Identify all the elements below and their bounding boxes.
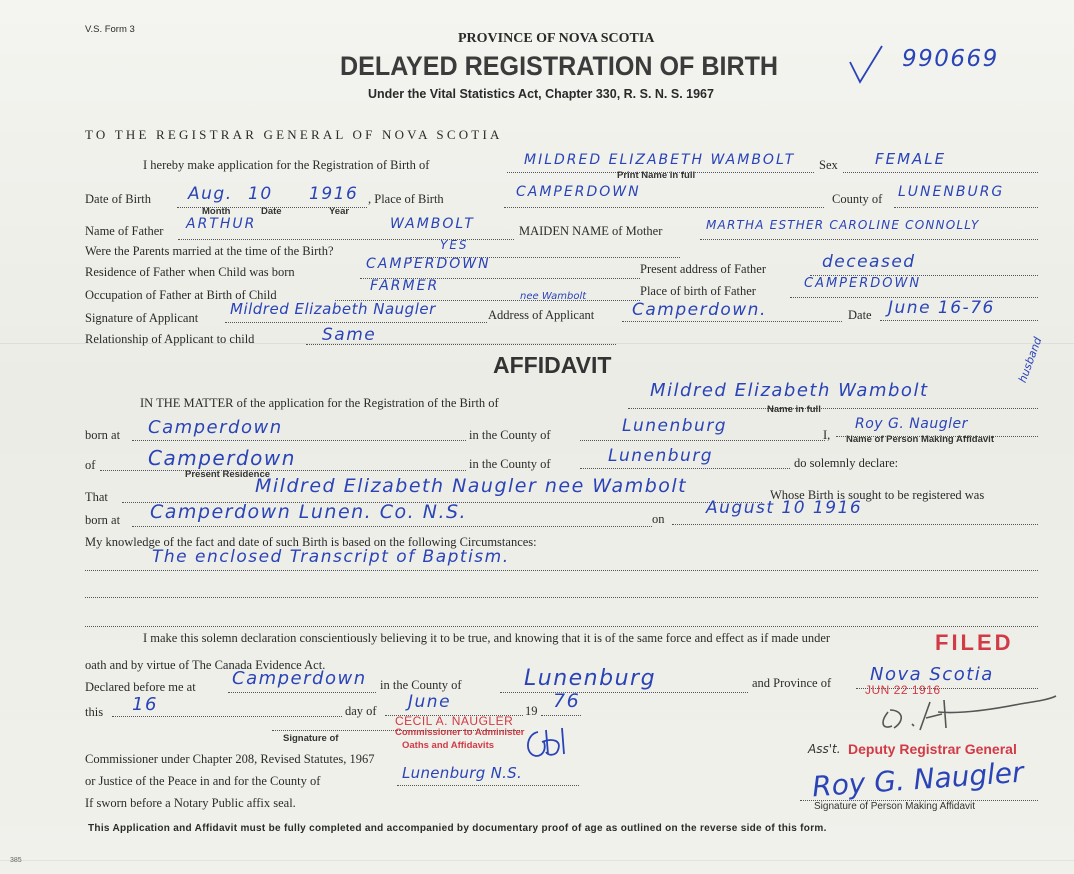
year-caption: Year bbox=[329, 206, 350, 217]
month-field: June bbox=[408, 692, 452, 712]
month-caption: Month bbox=[202, 206, 231, 217]
declaration-line-2: oath and by virtue of The Canada Evidence Act. bbox=[85, 658, 326, 672]
justice-county-field: Lunenburg N.S. bbox=[402, 764, 523, 782]
asst-note: Ass't. bbox=[808, 742, 841, 756]
dotted-rule bbox=[132, 526, 652, 527]
relationship-field: Same bbox=[322, 325, 377, 345]
county-label: in the County of bbox=[469, 457, 551, 471]
affiant-name-field: Roy G. Naugler bbox=[855, 416, 968, 432]
born-at-field: Camperdown bbox=[148, 417, 283, 438]
county3-field: Lunenburg bbox=[524, 666, 657, 691]
to-registrar: TO THE REGISTRAR GENERAL OF NOVA SCOTIA bbox=[85, 127, 503, 142]
dotted-rule bbox=[500, 692, 748, 693]
residence-field: Camperdown bbox=[148, 446, 296, 470]
present-address-field: deceased bbox=[822, 252, 916, 272]
place-of-birth-field: CAMPERDOWN bbox=[516, 184, 641, 200]
that-label: That bbox=[85, 490, 108, 504]
circumstances-field: The enclosed Transcript of Baptism. bbox=[152, 547, 510, 567]
dotted-rule bbox=[85, 597, 1038, 598]
filed-date-stamp: JUN 22 1916 bbox=[865, 683, 941, 697]
county1-field: Lunenburg bbox=[622, 416, 728, 436]
born-at2-label: born at bbox=[85, 513, 121, 527]
applicant-signature: Mildred Elizabeth Naugler bbox=[230, 300, 436, 318]
county3-label: in the County of bbox=[380, 678, 462, 692]
registrar-signature-mark bbox=[860, 690, 1060, 740]
father-last-field: WAMBOLT bbox=[390, 216, 475, 232]
whose-birth-label: Whose Birth is sought to be registered was bbox=[770, 488, 985, 502]
name-full-caption: Name in full bbox=[767, 404, 821, 415]
print-name-caption: Print Name in full bbox=[617, 170, 696, 181]
date-label: Date bbox=[848, 308, 872, 322]
declaration-line-1: I make this solemn declaration conscientiously believing it to be true, and knowing that it is of the same force and effect as if made under bbox=[143, 631, 831, 645]
province-field: Nova Scotia bbox=[870, 664, 994, 685]
born-at-label: born at bbox=[85, 428, 121, 442]
year-prefix: 19 bbox=[525, 704, 538, 718]
dotted-rule bbox=[112, 716, 342, 717]
signature-of-caption: Signature of bbox=[283, 733, 339, 744]
day-field: 16 bbox=[132, 694, 158, 715]
fold-line bbox=[0, 860, 1074, 861]
dotted-rule bbox=[100, 470, 466, 471]
dotted-rule bbox=[880, 320, 1038, 321]
county-label: in the County of bbox=[469, 428, 551, 442]
nee-note: nee Wambolt bbox=[520, 291, 587, 302]
date-field: June 16-76 bbox=[888, 298, 995, 318]
married-field: YES bbox=[440, 238, 469, 252]
commissioner-label: Commissioner under Chapter 208, Revised Statutes, 1967 bbox=[85, 752, 375, 766]
dotted-rule bbox=[622, 321, 842, 322]
mother-field: MARTHA ESTHER CAROLINE CONNOLLY bbox=[706, 218, 980, 232]
sex-label: Sex bbox=[819, 158, 838, 172]
commissioner-stamp-role2: Oaths and Affidavits bbox=[402, 740, 495, 751]
address-label: Address of Applicant bbox=[488, 308, 595, 322]
dotted-rule bbox=[628, 408, 1038, 409]
dotted-rule bbox=[85, 570, 1038, 571]
born-on-field: August 10 1916 bbox=[706, 498, 863, 518]
print-code: 385 bbox=[10, 857, 22, 864]
page-title: DELAYED REGISTRATION OF BIRTH bbox=[340, 51, 779, 81]
dotted-rule bbox=[228, 692, 376, 693]
province-header: PROVINCE OF NOVA SCOTIA bbox=[458, 31, 655, 46]
dotted-rule bbox=[132, 440, 466, 441]
dotted-rule bbox=[541, 715, 581, 716]
justice-label: or Justice of the Peace in and for the County of bbox=[85, 774, 321, 788]
day-of-label: day of bbox=[345, 704, 377, 718]
dob-date-field: 10 bbox=[248, 184, 273, 204]
year-field: 76 bbox=[553, 690, 581, 712]
dotted-rule bbox=[700, 239, 1038, 240]
occupation-field: FARMER bbox=[370, 278, 440, 294]
form-number: V.S. Form 3 bbox=[85, 24, 135, 35]
notary-label: If sworn before a Notary Public affix seal. bbox=[85, 796, 296, 810]
footer-note: This Application and Affidavit must be fully completed and accompanied by documentary proof of age as outlined on the reverse side of this form. bbox=[88, 823, 827, 834]
married-label: Were the Parents married at the time of the Birth? bbox=[85, 244, 334, 258]
county2-field: Lunenburg bbox=[608, 446, 714, 466]
person-making-caption: Signature of Person Making Affidavit bbox=[814, 801, 976, 812]
place-birth-father-field: CAMPERDOWN bbox=[804, 276, 922, 291]
dotted-rule bbox=[306, 344, 616, 345]
affidavit-heading: AFFIDAVIT bbox=[493, 352, 612, 378]
matter-label: IN THE MATTER of the application for the Registration of the Birth of bbox=[140, 396, 499, 410]
present-address-label: Present address of Father bbox=[640, 262, 767, 276]
relationship-label: Relationship of Applicant to child bbox=[85, 332, 255, 346]
husband-note: husband bbox=[1016, 335, 1045, 385]
commissioner-stamp-name: CECIL A. NAUGLER bbox=[395, 714, 514, 728]
father-label: Name of Father bbox=[85, 224, 164, 238]
dotted-rule bbox=[272, 730, 522, 731]
address-field: Camperdown. bbox=[632, 300, 767, 320]
place-birth-father-label: Place of birth of Father bbox=[640, 284, 756, 298]
dob-year-field: 1916 bbox=[309, 184, 359, 204]
dotted-rule bbox=[504, 207, 824, 208]
place-birth-label: , Place of Birth bbox=[368, 192, 444, 206]
province-label: and Province of bbox=[752, 676, 832, 690]
dotted-rule bbox=[894, 207, 1038, 208]
signature-label: Signature of Applicant bbox=[85, 311, 199, 325]
knowledge-label: My knowledge of the fact and date of such Birth is based on the following Circumstances: bbox=[85, 535, 537, 549]
document-page: V.S. Form 3 PROVINCE OF NOVA SCOTIA DELAYED REGISTRATION OF BIRTH Under the Vital Statistics Act, Chapter 330, R. S. N. S. 1967 990669 TO THE REGISTRAR GENERAL OF NOVA SCOTIA I hereby make application for the Registration of Birth of MILDRED ELIZABETH WAMBOLT Print Name in full Sex FEMALE Date of Birth Aug. 10 1916 Month Date Year , Place of Birth CAMPERDOWN County of LUNENBURG Name of Father ARTHUR WAMBOLT MAIDEN NAME of Mother MARTHA ESTHER CAROLINE CONNOLLY Were the Parents married at the time of the Birth? YES Residence of Father when Child was born CAMPERDOWN Present address of Father deceased Occupation of Father at Birth of Child FARMER Place of birth of Father CAMPERDOWN Signature of Applicant Mildred Elizabeth Naugler nee Wambolt Address of Applicant Camperdown. Date June 16-76 Relationship of Applicant to child Same AFFIDAVIT IN THE MATTER of the application for the Registration of the Birth of Mildred Elizabeth Wambolt Name in full born at Camperdown in the County of Lunenburg I, Roy G. Naugler husband Name of Person Making Affidavit of Camperdown Present Residence in the County of Lunenburg do solemnly declare: That Mildred Elizabeth Naugler nee Wambolt Whose Birth is sought to be registered was born at Camperdown Lunen. Co. N.S. on August 10 1916 My knowledge of the fact and date of such Birth is based on the following Circumstances: The enclosed Transcript of Baptism. I make this solemn declaration conscientiously believing it to be true, and knowing that it is of the same force and effect as if made under oath and by virtue of The Canada Evidence Act. Declared before me at Camperdown in the County of Lunenburg and Province of Nova Scotia this 16 day of June 19 76 CECIL A. NAUGLER Commissioner to Administer Oaths and Affidavits Signature of Commissioner under Chapter 208, Revised Statutes, 1967 or Justice of the Peace in and for the County of Lunenburg N.S. If sworn before a Notary Public affix seal. FILED JUN 22 1916 Deputy Registrar General Ass't. Roy G. Naugler Signature of Person Making Affidavit This Application and Affidavit must be fully completed and accompanied by documentary proof of age as outlined on the reverse side of this form. 385 bbox=[0, 0, 1074, 874]
on-label: on bbox=[652, 512, 665, 526]
dob-month-field: Aug. bbox=[188, 184, 233, 204]
dotted-rule bbox=[843, 172, 1038, 173]
checkmark-icon bbox=[846, 44, 886, 88]
born-at2-field: Camperdown Lunen. Co. N.S. bbox=[150, 501, 468, 523]
occupation-label: Occupation of Father at Birth of Child bbox=[85, 288, 277, 302]
dotted-rule bbox=[580, 440, 825, 441]
i-label: I, bbox=[823, 428, 831, 442]
dotted-rule bbox=[225, 322, 487, 323]
county-label: County of bbox=[832, 192, 883, 206]
person-affidavit-caption: Name of Person Making Affidavit bbox=[846, 434, 994, 445]
declared-label: Declared before me at bbox=[85, 680, 196, 694]
dotted-rule bbox=[672, 524, 1038, 525]
residence-father-label: Residence of Father when Child was born bbox=[85, 265, 295, 279]
commissioner-initials bbox=[518, 724, 578, 764]
present-residence-caption: Present Residence bbox=[185, 469, 271, 480]
affidavit-name-field: Mildred Elizabeth Wambolt bbox=[650, 380, 929, 401]
dotted-rule bbox=[85, 626, 1038, 627]
deputy-registrar-stamp: Deputy Registrar General bbox=[848, 741, 1017, 757]
dotted-rule bbox=[397, 785, 579, 786]
commissioner-stamp-role: Commissioner to Administer bbox=[395, 727, 525, 738]
sex-field: FEMALE bbox=[875, 150, 947, 168]
residence-father-field: CAMPERDOWN bbox=[366, 256, 491, 272]
this-label: this bbox=[85, 705, 104, 719]
date-caption: Date bbox=[261, 206, 282, 217]
page-subtitle: Under the Vital Statistics Act, Chapter 330, R. S. N. S. 1967 bbox=[368, 87, 714, 101]
declare-label: do solemnly declare: bbox=[794, 456, 899, 470]
of-label: of bbox=[85, 458, 96, 472]
dob-label: Date of Birth bbox=[85, 192, 151, 206]
affiant-signature: Roy G. Naugler bbox=[811, 755, 1025, 804]
apply-label: I hereby make application for the Registration of Birth of bbox=[143, 158, 430, 172]
applicant-name-field: MILDRED ELIZABETH WAMBOLT bbox=[524, 152, 796, 168]
mother-label: MAIDEN NAME of Mother bbox=[519, 224, 663, 238]
that-name-field: Mildred Elizabeth Naugler nee Wambolt bbox=[255, 475, 688, 497]
filed-stamp: FILED bbox=[935, 630, 1014, 655]
father-first-field: ARTHUR bbox=[186, 216, 257, 232]
dotted-rule bbox=[580, 468, 790, 469]
county-field: LUNENBURG bbox=[898, 184, 1005, 200]
declared-at-field: Camperdown bbox=[232, 668, 367, 689]
